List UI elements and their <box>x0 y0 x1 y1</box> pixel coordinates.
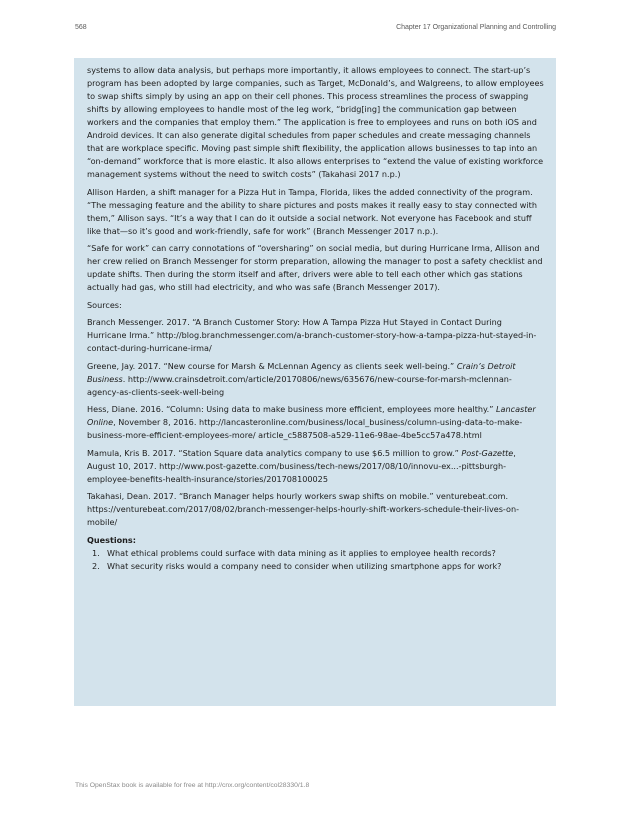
case-study-box <box>74 58 556 706</box>
source-text: Branch Messenger. 2017. “A Branch Customer Story: How A Tampa Pizza Hut Stayed in Contact During Hurricane Irma.” http://blog.branchmessenger.com/a-branch-customer-story-how-a-tampa-pizza-hut-stayed-in-contact-during-hurricane-irma/ <box>87 317 537 353</box>
source-text: Hess, Diane. 2016. “Column: Using data to make business more efficient, employees more healthy.” <box>87 404 497 414</box>
source-item <box>87 447 544 486</box>
questions-list <box>87 547 544 573</box>
source-item <box>87 360 544 399</box>
source-text: Greene, Jay. 2017. “New course for Marsh & McLennan Agency as clients seek well-being.” <box>87 360 457 371</box>
source-text: Takahasi, Dean. 2017. “Branch Manager helps hourly workers swap shifts on mobile.” venturebeat.com. https://venturebeat.com/2017/08/02/branch-messenger-helps-hourly-shift-workers-schedule-their-lives-on-mobile/ <box>87 491 520 527</box>
sources-label: Sources: <box>87 299 122 310</box>
source-item <box>87 490 544 529</box>
body-paragraph-1: systems to allow data analysis, but perhaps more importantly, it allows employees to connect. The start-up’s program has been adopted by large companies, such as Target, McDonald’s, and Walgreens, to allow employees to swap shifts simply by using an app on their cell phones. This process streamlines the process of swapping shifts by allowing employees to handle most of the leg work, “bridg[ing] the communication gap between workers and the companies that employ them.” The application is free to employees and runs on both iOS and Android devices. It can also generate digital schedules from paper schedules and create messaging channels that are workplace specific. Moving past simple shift flexibility, the application allows businesses to tap into an “on-demand” workforce that is more elastic. It also allows enterprises to “extend the value of existing workforce management systems without the need to switch costs” (Takahasi 2017 n.p.) <box>87 65 544 179</box>
question-text: What security risks would a company need to consider when utilizing smartphone apps for work? <box>107 560 502 571</box>
question-item <box>87 560 544 573</box>
source-text: Mamula, Kris B. 2017. “Station Square data analytics company to use $6.5 million to grow.” <box>87 447 462 458</box>
question-text: What ethical problems could surface with data mining as it applies to employee health records? <box>107 547 496 558</box>
source-text: , August 10, 2017. http://www.post-gazette.com/business/tech-news/2017/08/10/innovu-ex...-pittsburgh-employee-benefits-health-insurance/stories/201708100025 <box>87 447 516 484</box>
questions-title: Questions: <box>87 534 136 545</box>
source-text: , November 8, 2016. http://lancasteronline.com/business/local_business/column-using-data-to-make-business-more-efficient-employees-more/ article_c5887508-a529-11e6-98ae-4be5cc57a478.html <box>87 417 523 440</box>
source-text: . http://www.crainsdetroit.com/article/20170806/news/635676/new-course-for-marsh-mclennan-agency-as-clients-seek-well-being <box>87 373 512 397</box>
chapter-title: Chapter 17 Organizational Planning and Controlling <box>396 24 556 31</box>
question-number: 1. <box>92 547 100 558</box>
source-publication: Crain’s Detroit Business <box>87 360 516 384</box>
page-number: 568 <box>75 24 87 31</box>
body-paragraph-3: “Safe for work” can carry connotations of “oversharing” on social media, but during Hurricane Irma, Allison and her crew relied on Branch Messenger for storm preparation, allowing the manager to post a safety checklist and update shifts. Then during the storm itself and after, drivers were able to tell each other which gas stations actually had gas, who still had electricity, and who was safe (Branch Messenger 2017). <box>87 243 543 292</box>
source-item <box>87 316 544 355</box>
source-publication: Post-Gazette <box>461 447 514 458</box>
page-footer: This OpenStax book is available for free at http://cnx.org/content/col28330/1.8 <box>75 782 310 789</box>
question-item <box>87 547 544 560</box>
question-number: 2. <box>92 560 100 571</box>
source-item <box>87 403 544 442</box>
source-publication: Lancaster Online <box>87 404 536 427</box>
body-paragraph-2: Allison Harden, a shift manager for a Pizza Hut in Tampa, Florida, likes the added connectivity of the program. “The messaging feature and the ability to share pictures and posts makes it really easy to stay connected with them,” Allison says. “It’s a way that I can do it outside a social network. Not everyone has Facebook and stuff like that—so it’s good and work-friendly, safe for work” (Branch Messenger 2017 n.p.). <box>87 186 537 236</box>
